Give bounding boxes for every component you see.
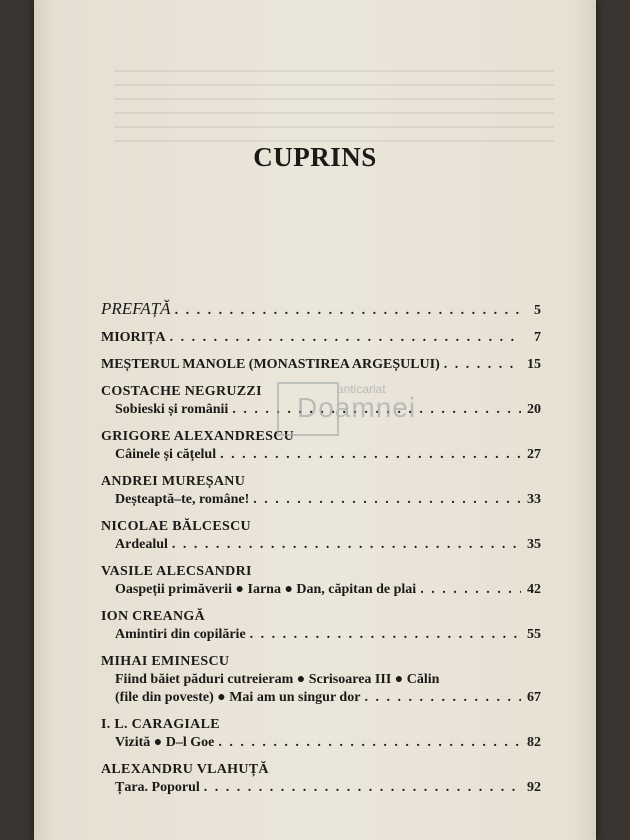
toc-entry-alecsandri <box>101 563 541 599</box>
page-number: 27 <box>527 447 541 462</box>
page-number: 20 <box>527 402 541 417</box>
page-number: 33 <box>527 492 541 507</box>
toc-author: MIHAI EMINESCU <box>101 654 230 669</box>
toc-author: COSTACHE NEGRUZZI <box>101 384 262 399</box>
toc-works-line: Fiind băiet păduri cutreieram ● Scrisoarea III ● Călin <box>115 672 440 687</box>
toc-works: Amintiri din copilărie <box>115 627 246 642</box>
watermark-small-text: anticariat <box>337 382 386 396</box>
page-number: 42 <box>527 582 541 597</box>
leader-dots <box>420 581 521 599</box>
toc-heading: MEȘTERUL MANOLE (MONASTIREA ARGEȘULUI) <box>101 357 440 372</box>
leader-dots <box>204 779 521 797</box>
toc-works: Sobieski și românii <box>115 402 229 417</box>
toc-works: Vizită ● D–l Goe <box>115 735 215 750</box>
leader-dots <box>170 329 521 347</box>
toc-works: Oaspeții primăverii ● Iarna ● Dan, căpitan de plai <box>115 582 417 597</box>
leader-dots <box>364 689 521 707</box>
leader-dots <box>250 626 521 644</box>
toc-author: I. L. CARAGIALE <box>101 717 220 732</box>
toc-entry-caragiale <box>101 716 541 752</box>
toc-entry-balcescu <box>101 518 541 554</box>
page-title: CUPRINS <box>253 142 377 172</box>
toc-author: ALEXANDRU VLAHUȚĂ <box>101 762 269 777</box>
toc-author: GRIGORE ALEXANDRESCU <box>101 429 295 444</box>
toc-entry-miorita <box>101 329 541 347</box>
toc-author: ION CREANGĂ <box>101 609 206 624</box>
page-number: 15 <box>527 357 541 372</box>
page-number: 5 <box>534 303 541 318</box>
toc-entry-alexandrescu <box>101 428 541 464</box>
toc-heading: MIORIȚA <box>101 330 166 345</box>
toc-entry-mesterul-manole <box>101 356 541 374</box>
bleed-through-text <box>114 70 554 150</box>
toc-author: ANDREI MUREȘANU <box>101 474 246 489</box>
table-of-contents <box>101 300 541 806</box>
toc-entry-eminescu <box>101 653 541 707</box>
toc-author: VASILE ALECSANDRI <box>101 564 252 579</box>
page-number: 35 <box>527 537 541 552</box>
book-page <box>34 0 596 840</box>
leader-dots <box>253 491 521 509</box>
toc-author: NICOLAE BĂLCESCU <box>101 519 251 534</box>
leader-dots <box>232 401 521 419</box>
leader-dots <box>172 536 521 554</box>
toc-works: Câinele și cățelul <box>115 447 217 462</box>
leader-dots <box>175 302 521 320</box>
page-number: 82 <box>527 735 541 750</box>
watermark-big-text: Doamnei <box>297 392 417 423</box>
toc-heading: PREFAȚĂ <box>101 299 171 318</box>
leader-dots <box>218 734 521 752</box>
page-number: 7 <box>534 330 541 345</box>
toc-entry-negruzzi <box>101 383 541 419</box>
page-number: 55 <box>527 627 541 642</box>
toc-works: (file din poveste) ● Mai am un singur dor <box>115 690 361 705</box>
toc-works: Țara. Poporul <box>115 780 200 795</box>
page-number: 67 <box>527 690 541 705</box>
toc-entry-prefata <box>101 300 541 320</box>
toc-entry-vlahuta <box>101 761 541 797</box>
toc-entry-creanga <box>101 608 541 644</box>
toc-works: Ardealul <box>115 537 168 552</box>
page-number: 92 <box>527 780 541 795</box>
toc-works: Deșteaptă–te, române! <box>115 492 250 507</box>
leader-dots <box>444 356 521 374</box>
leader-dots <box>220 446 521 464</box>
toc-entry-muresanu <box>101 473 541 509</box>
